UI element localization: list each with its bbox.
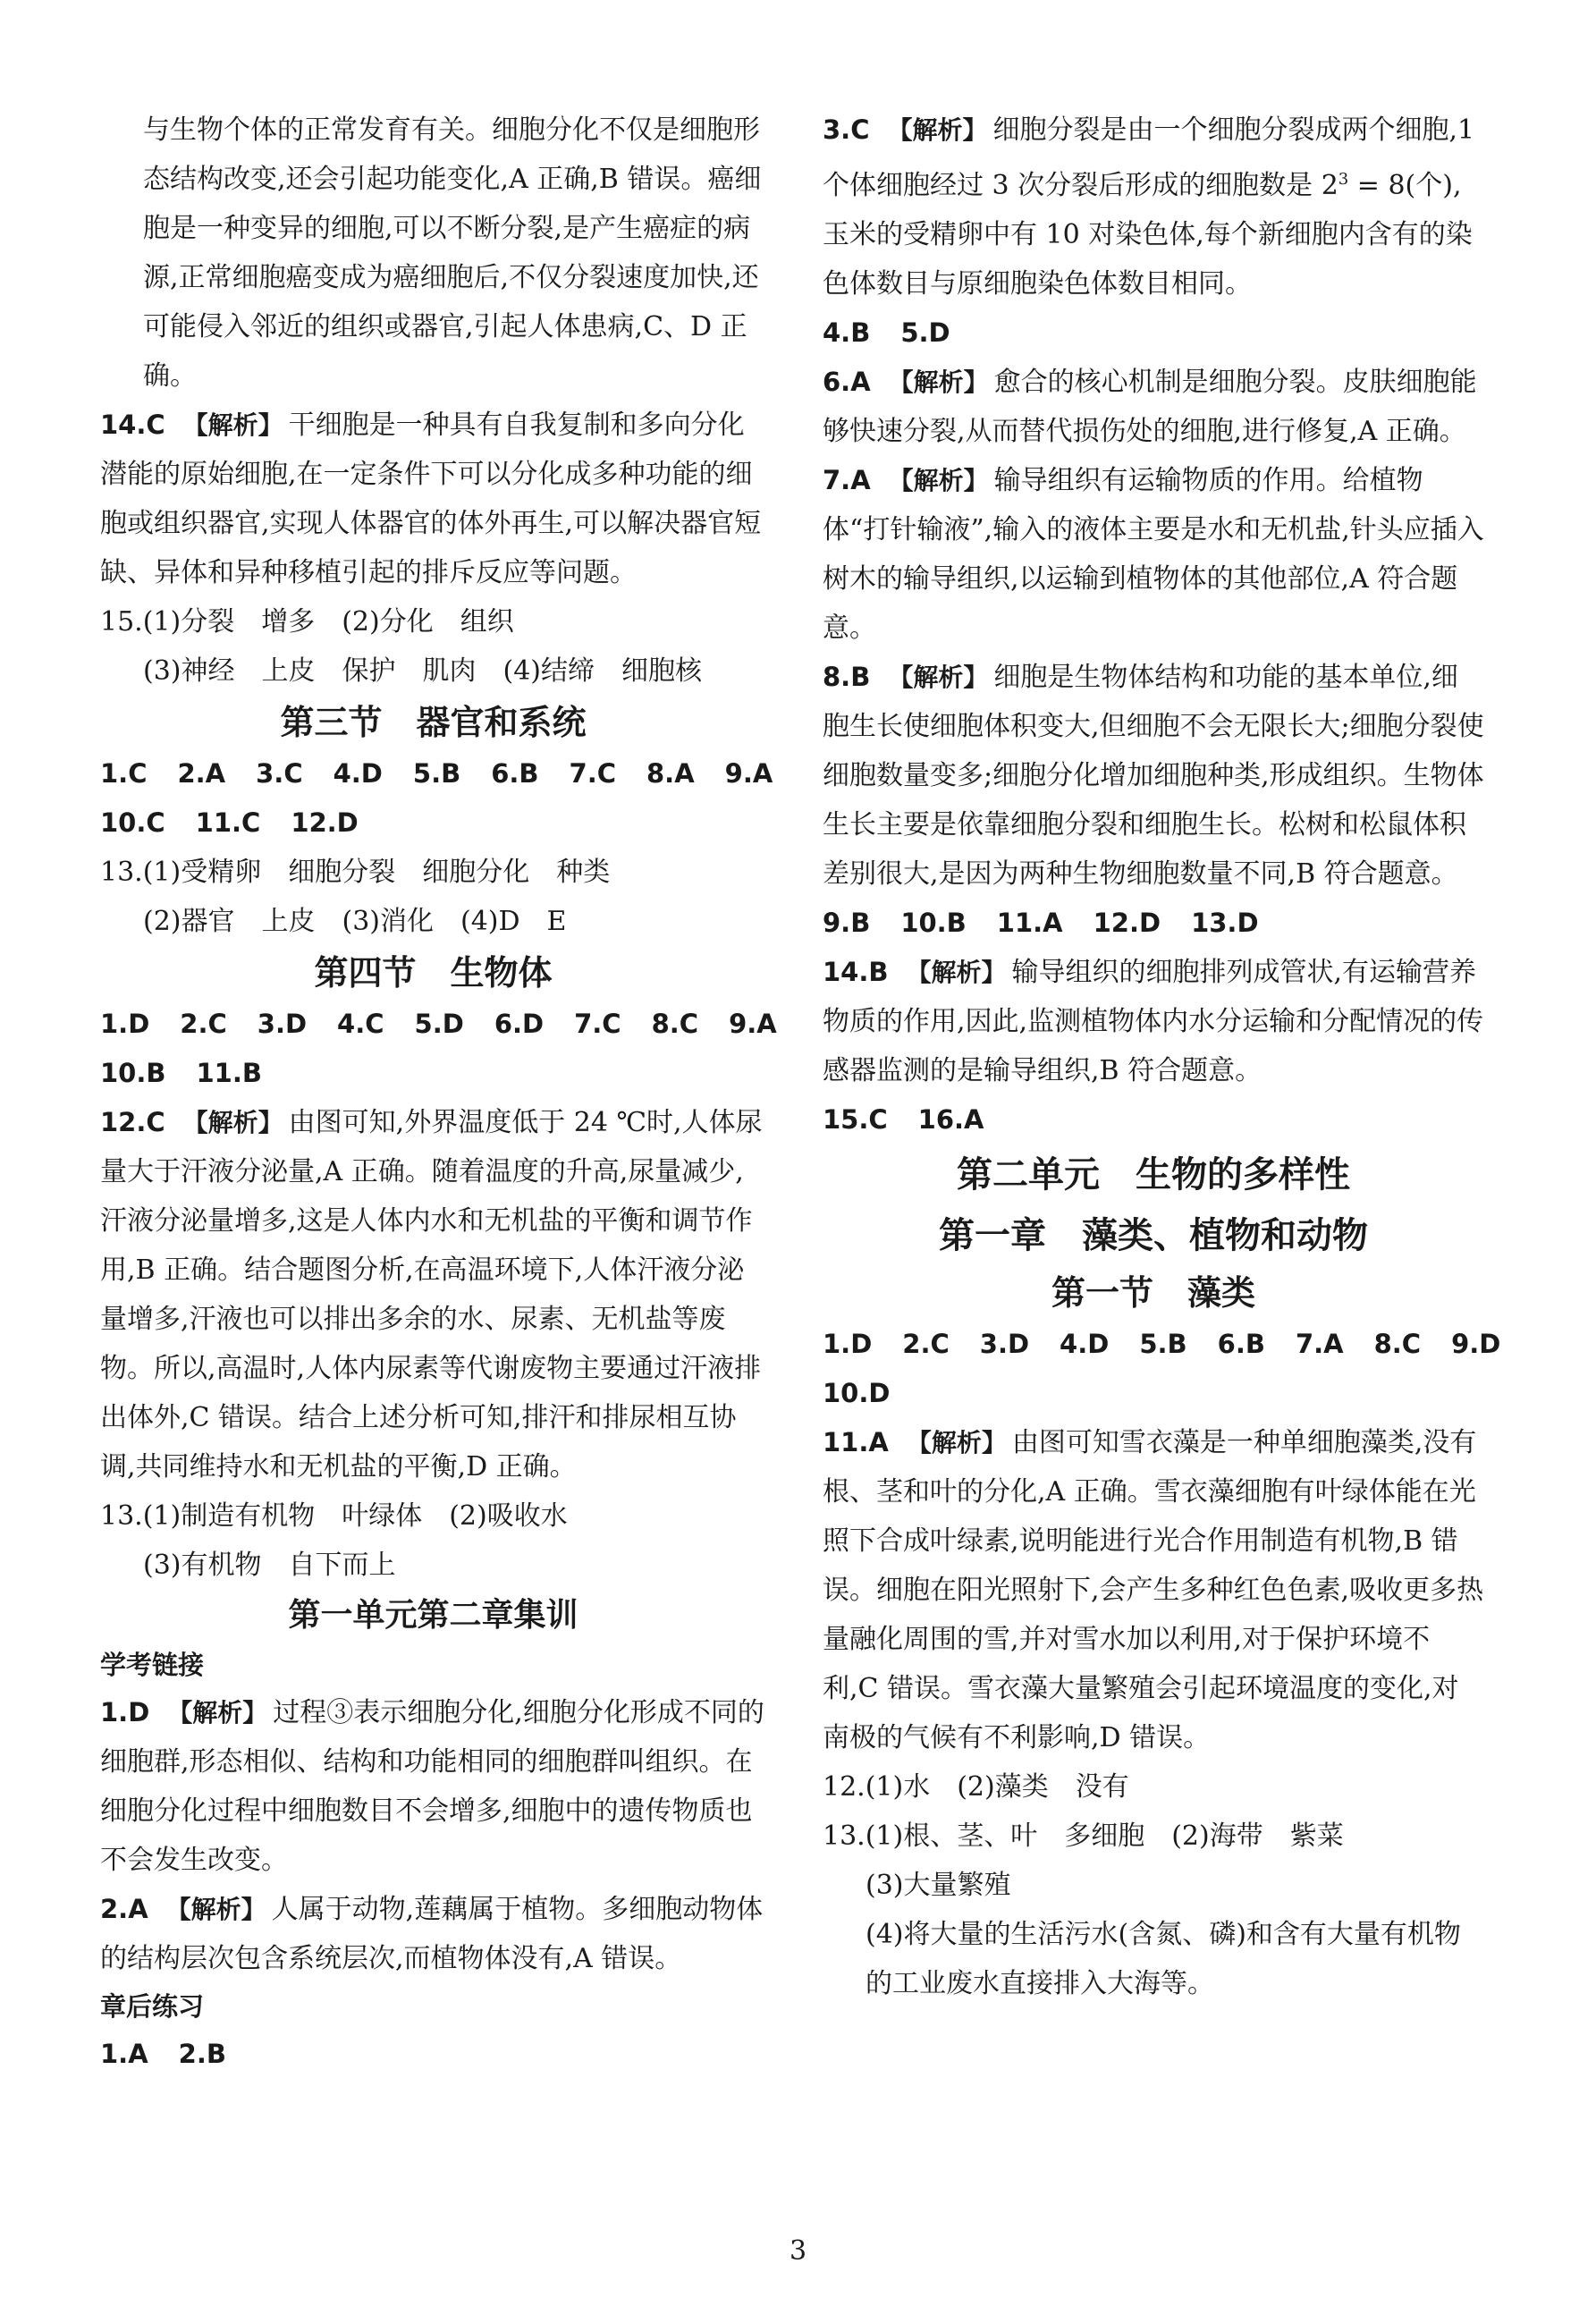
- exponent: 3: [1338, 170, 1349, 189]
- answer-1: [100, 1688, 766, 1885]
- answer-row: [823, 308, 1484, 358]
- analysis-text: 过程③表示细胞分化,细胞分化形成不同的细胞群,形态相似、结构和功能相同的细胞群叫组织。在细胞分化过程中细胞数目不会增多,细胞中的遗传物质也不会发生改变。: [100, 1697, 764, 1876]
- answer-item: 6.B: [1217, 1329, 1265, 1359]
- answer-number: 14.B: [823, 957, 889, 987]
- answer-item: 2.A: [177, 758, 226, 789]
- answer-number: 12.C: [100, 1107, 165, 1137]
- answer-number: 11.A: [823, 1427, 889, 1457]
- answer-item: 1.D: [100, 1009, 150, 1039]
- answer-item: 10.D: [823, 1378, 891, 1408]
- answer-item: 2.C: [902, 1329, 950, 1359]
- analysis-tag: 【解析】: [888, 663, 989, 692]
- answer-12: 12.(1)水 (2)藻类 没有: [823, 1771, 1129, 1803]
- analysis-text: 输导组织的细胞排列成管状,有运输营养物质的作用,因此,监测植物体内水分运输和分配情况的传感器监测的是输导组织,B 符合题意。: [823, 957, 1484, 1086]
- answer-row: [823, 899, 1484, 948]
- answer-item: 8.C: [1373, 1329, 1422, 1359]
- answer-item: 9.A: [729, 1009, 777, 1039]
- answer-item: 8.A: [646, 758, 695, 789]
- answer-item: 4.B: [823, 317, 871, 348]
- analysis-text: 由图可知,外界温度低于 24 ℃时,人体尿量大于汗液分泌量,A 正确。随着温度的升高,尿量减少,汗液分泌量增多,这是人体内水和无机盐的平衡和调节作用,B 正确。结合题图分析,在高温环境下,人体汗液分泌量增多,汗液也可以排出多余的水、尿素、无机盐等废物。所以,高温时,人体内尿素等代谢废物主要通过汗液排出体外,C 错误。结合上述分析可知,排汗和排尿相互协调,共同维持水和无机盐的平衡,D 正确。: [100, 1107, 763, 1482]
- answer-11: [823, 1418, 1484, 1762]
- answer-14: [823, 948, 1484, 1095]
- answer-row: [100, 1000, 777, 1049]
- answer-item: 13.D: [1191, 908, 1259, 938]
- answer-row: [100, 2030, 766, 2079]
- answer-item: 16.A: [917, 1104, 984, 1135]
- answer-14: [100, 401, 766, 597]
- answer-row: [100, 798, 766, 848]
- answer-item: 3.C: [256, 758, 303, 789]
- answer-item: 2.C: [180, 1009, 227, 1039]
- answer-item: 1.C: [100, 758, 148, 789]
- answer-number: 8.B: [823, 662, 871, 692]
- answer-7: [823, 456, 1484, 653]
- answer-item: 11.A: [996, 908, 1063, 938]
- continued-paragraph: 与生物个体的正常发育有关。细胞分化不仅是细胞形态结构改变,还会引起功能变化,A 正确,B 错误。癌细胞是一种变异的细胞,可以不断分裂,是产生癌症的病源,正常细胞癌变成为癌细胞后,不仅分裂速度加快,还可能侵入邻近的组织或器官,引起人体患病,C、D 正确。: [143, 114, 762, 392]
- answer-2: [100, 1885, 766, 1983]
- analysis-tag: 【解析】: [906, 958, 1007, 987]
- analysis-text: = 8(个),玉米的受精卵中有 10 对染色体,每个新细胞内含有的染色体数目与原细胞染色体数目相同。: [823, 170, 1473, 300]
- answer-item: 6.B: [491, 758, 539, 789]
- section-title: 第四节 生物体: [314, 953, 553, 993]
- answer-item: 10.B: [100, 1058, 166, 1088]
- analysis-tag: 【解析】: [887, 115, 988, 145]
- right-column: [823, 106, 1501, 2008]
- subheading: 学考链接: [100, 1650, 205, 1680]
- answer-item: 7.C: [574, 1009, 621, 1039]
- answer-item: 9.D: [1451, 1329, 1501, 1359]
- analysis-text: 人属于动物,莲藕属于植物。多细胞动物体的结构层次包含系统层次,而植物体没有,A 错误。: [100, 1894, 764, 1974]
- answer-13-line-3: (4)将大量的生活污水(含氮、磷)和含有大量有机物的工业废水直接排入大海等。: [866, 1919, 1461, 1999]
- analysis-text: 干细胞是一种具有自我复制和多向分化潜能的原始细胞,在一定条件下可以分化成多种功能的细胞或组织器官,实现人体器官的体外再生,可以解决器官短缺、异体和异种移植引起的排斥反应等问题。: [100, 410, 762, 588]
- unit-title: 第一单元第二章集训: [288, 1597, 578, 1634]
- answer-13-line-2: (3)有机物 自下而上: [143, 1550, 396, 1581]
- analysis-text: 愈合的核心机制是细胞分裂。皮肤细胞能够快速分裂,从而替代损伤处的细胞,进行修复,A 正确。: [823, 367, 1477, 447]
- answer-item: 5.B: [1139, 1329, 1187, 1359]
- answer-item: 10.B: [900, 908, 967, 938]
- answer-item: 3.D: [979, 1329, 1030, 1359]
- answer-item: 1.D: [823, 1329, 873, 1359]
- answer-13-line-1: 13.(1)根、茎、叶 多细胞 (2)海带 紫菜: [823, 1820, 1344, 1852]
- answer-item: 3.D: [257, 1009, 308, 1039]
- answer-15-line-2: (3)神经 上皮 保护 肌肉 (4)结缔 细胞核: [143, 655, 702, 687]
- answer-item: 4.C: [337, 1009, 384, 1039]
- answer-item: 4.D: [333, 758, 383, 789]
- subheading: 章后练习: [100, 1991, 205, 2022]
- analysis-tag: 【解析】: [167, 1698, 268, 1727]
- analysis-tag: 【解析】: [182, 1108, 283, 1137]
- answer-13-line-1: 13.(1)制造有机物 叶绿体 (2)吸收水: [100, 1500, 568, 1532]
- answer-item: 4.D: [1060, 1329, 1110, 1359]
- analysis-tag: 【解析】: [165, 1895, 266, 1924]
- answer-number: 14.C: [100, 410, 165, 440]
- section-title: 第三节 器官和系统: [280, 703, 587, 742]
- page-number: 3: [789, 2235, 807, 2267]
- analysis-tag: 【解析】: [906, 1428, 1007, 1457]
- unit-title: 第二单元 生物的多样性: [957, 1154, 1350, 1195]
- chapter-title: 第一章 藻类、植物和动物: [939, 1215, 1368, 1256]
- answer-row: [100, 749, 773, 798]
- answer-12: [100, 1098, 766, 1491]
- analysis-text: 输导组织有运输物质的作用。给植物体“打针输液”,输入的液体主要是水和无机盐,针头应插入树木的输导组织,以运输到植物体的其他部位,A 符合题意。: [823, 465, 1484, 644]
- analysis-text: 细胞是生物体结构和功能的基本单位,细胞生长使细胞体积变大,但细胞不会无限长大;细胞分裂使细胞数量变多;细胞分化增加细胞种类,形成组织。生物体生长主要是依靠细胞分裂和细胞生长。松树和松鼠体积差别很大,是因为两种生物细胞数量不同,B 符合题意。: [823, 662, 1484, 890]
- answer-item: 9.B: [823, 908, 871, 938]
- left-column: [100, 106, 777, 2079]
- analysis-tag: 【解析】: [888, 367, 989, 397]
- answer-item: 7.C: [569, 758, 616, 789]
- answer-item: 7.A: [1295, 1329, 1344, 1359]
- answer-item: 2.B: [178, 2039, 226, 2069]
- analysis-text: 由图可知雪衣藻是一种单细胞藻类,没有根、茎和叶的分化,A 正确。雪衣藻细胞有叶绿体能在光照下合成叶绿素,说明能进行光合作用制造有机物,B 错误。细胞在阳光照射下,会产生多种红色色素,吸收更多热量融化周围的雪,并对雪水加以利用,对于保护环境不利,C 错误。雪衣藻大量繁殖会引起环境温度的变化,对南极的气候有不利影响,D 错误。: [823, 1427, 1484, 1753]
- answer-row: [100, 1049, 766, 1098]
- answer-item: 12.D: [291, 807, 359, 838]
- answer-13-line-1: 13.(1)受精卵 细胞分裂 细胞分化 种类: [100, 857, 611, 888]
- answer-item: 5.B: [412, 758, 461, 789]
- answer-item: 10.C: [100, 807, 165, 838]
- answer-row: [823, 1095, 1484, 1145]
- answer-13-line-2: (2)器官 上皮 (3)消化 (4)D E: [143, 906, 567, 937]
- answer-number: 7.A: [823, 465, 871, 495]
- analysis-tag: 【解析】: [182, 410, 283, 440]
- analysis-text: 细胞分裂是由一个细胞分裂成两个细胞,1 个体细胞经过 3 次分裂后形成的细胞数是 2: [823, 114, 1475, 201]
- answer-item: 5.D: [414, 1009, 464, 1039]
- answer-item: 11.C: [195, 807, 261, 838]
- answer-item: 6.D: [494, 1009, 545, 1039]
- answer-number: 3.C: [823, 114, 870, 145]
- analysis-tag: 【解析】: [888, 466, 989, 495]
- answer-item: 12.D: [1093, 908, 1161, 938]
- answer-item: 5.D: [900, 317, 950, 348]
- answer-row: [823, 1320, 1501, 1369]
- answer-15-line-1: 15.(1)分裂 增多 (2)分化 组织: [100, 606, 514, 638]
- answer-item: 9.A: [724, 758, 773, 789]
- answer-3: [823, 106, 1484, 308]
- answer-number: 6.A: [823, 367, 871, 397]
- answer-6: [823, 358, 1484, 456]
- answer-row: [823, 1369, 1484, 1418]
- section-title: 第一节 藻类: [1051, 1273, 1255, 1313]
- answer-item: 1.A: [100, 2039, 148, 2069]
- answer-item: 8.C: [651, 1009, 699, 1039]
- answer-item: 15.C: [823, 1104, 888, 1135]
- answer-13-line-2: (3)大量繁殖: [866, 1870, 1011, 1901]
- answer-number: 1.D: [100, 1697, 150, 1727]
- answer-number: 2.A: [100, 1894, 148, 1924]
- answer-8: [823, 653, 1484, 899]
- answer-item: 11.B: [196, 1058, 262, 1088]
